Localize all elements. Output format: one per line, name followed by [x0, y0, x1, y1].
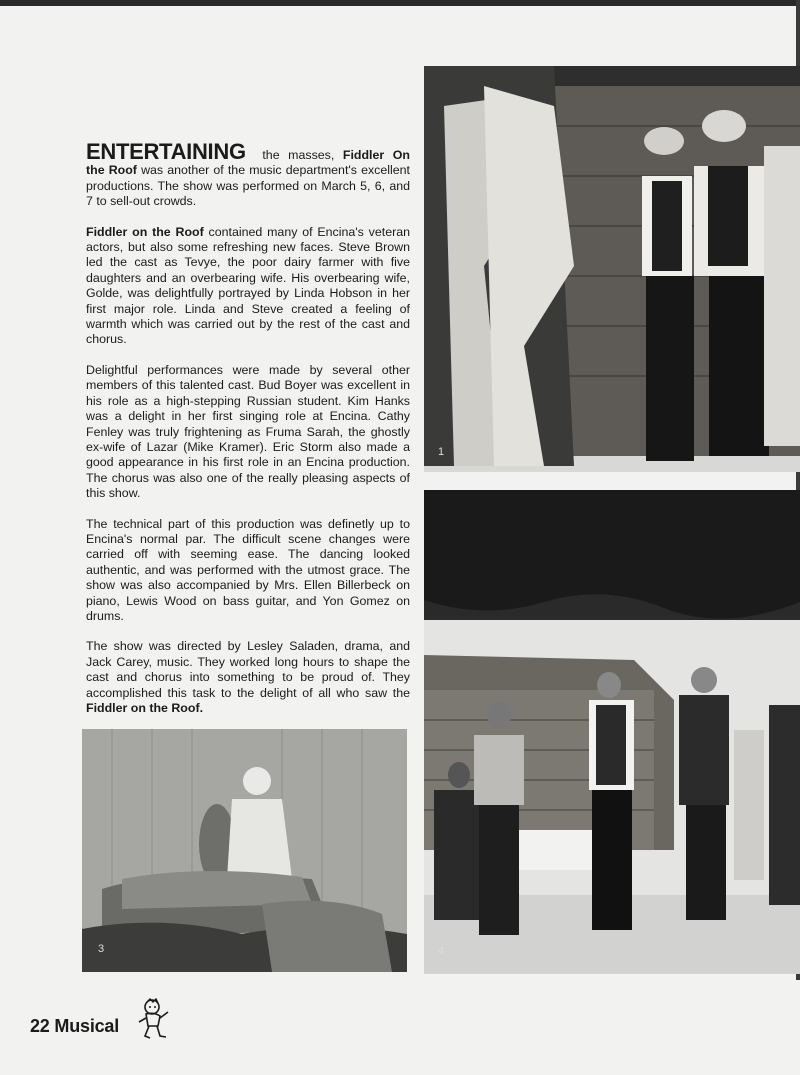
article-column [86, 139, 410, 731]
paragraph-2: Fiddler on the Roof contained many of Encina's veteran actors, but also some refreshing new faces. Steve Brown led the cast as Tevye, the poor dairy farmer with five daughters and an overbearing wife. His overbearing wife, Golde, was delightfully portrayed by Linda Hobson in her first major role. Linda and Steve created a feeling of warmth which was carried out by the rest of the cast and chorus. [86, 224, 410, 347]
photo-1-number: 1 [438, 446, 445, 458]
photo-3-ghost-scene [82, 729, 407, 972]
photo-4-stage-dance [424, 490, 800, 974]
photo-3-number: 3 [98, 943, 105, 955]
top-edge-bar [0, 0, 800, 6]
photo-4-number: 4 [438, 945, 445, 957]
paragraph-3: Delightful performances were made by several other members of this talented cast. Bud Boyer was excellent in his role as a high-stepping Russian student. Kim Hanks was a delight in her first singing role at Encina. Cathy Fenley was truly frightening as Fruma Sarah, the ghostly ex-wife of Lazar (Mike Kramer). Eric Storm also made a good appearance in his first role in an Encina production. The chorus was also one of the really pleasing aspects of this show. [86, 362, 410, 501]
paragraph-4: The technical part of this production was definetly up to Encina's normal par. The difficult scene changes were carried off with seeming ease. The dancing looked authentic, and was performed with the utmost grace. The show was also accompanied by Mrs. Ellen Billerbeck on piano, Lewis Wood on bass guitar, and Yon Gomez on drums. [86, 516, 410, 623]
lead-word: ENTERTAINING [86, 139, 246, 164]
paragraph-1: ENTERTAINING the masses, Fiddler On the Roof was another of the music department's excellent productions. The show was performed on March 5, 6, and 7 to sell-out crowds. [86, 139, 410, 209]
page-footer-label: 22 Musical [30, 1016, 120, 1036]
photo-3-image [82, 729, 407, 972]
photo-4-image [424, 490, 800, 974]
paragraph-5: The show was directed by Lesley Saladen, drama, and Jack Carey, music. They worked long hours to shape the cast and chorus into something to be proud of. They accomplished this task to the delight of all who saw the Fiddler on the Roof. [86, 639, 410, 715]
photo-1-image [424, 66, 800, 472]
photo-1-dancers [424, 66, 800, 472]
mascot-icon [136, 998, 172, 1040]
